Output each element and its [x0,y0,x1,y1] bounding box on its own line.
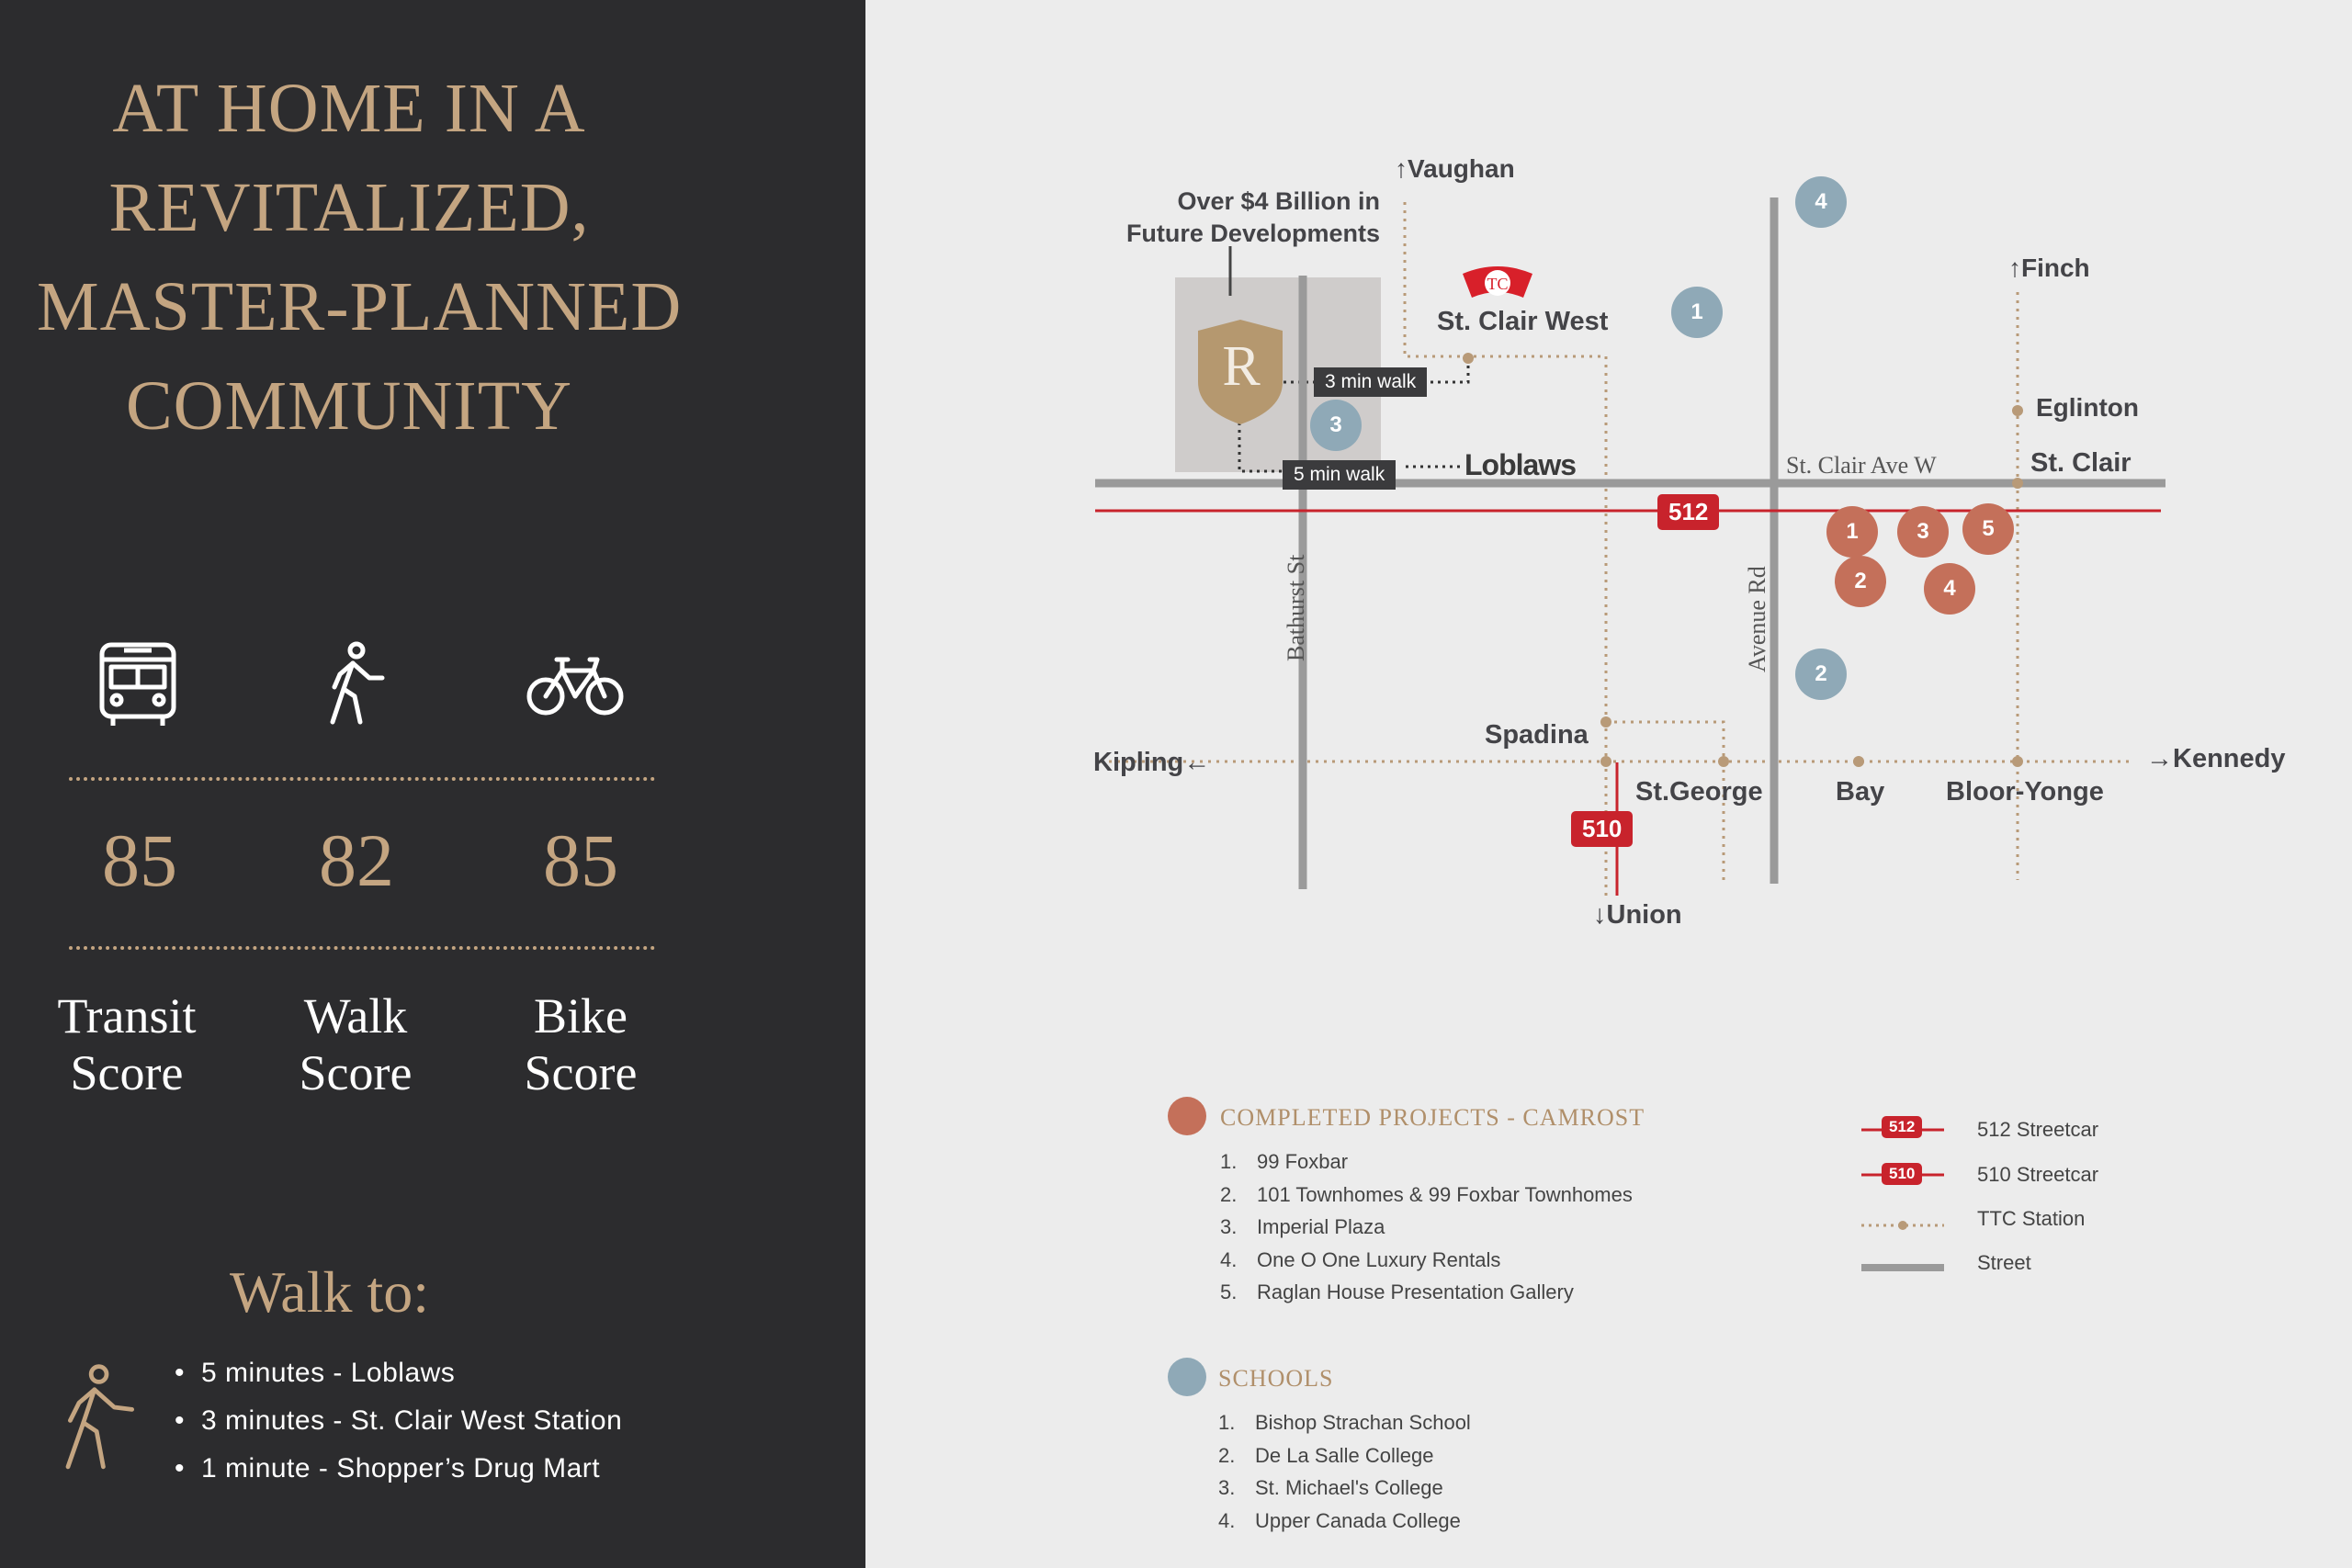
project-legend-item-1 [1220,1150,1348,1174]
station-st-clair: St. Clair [2030,448,2132,478]
key-label-street: Street [1977,1251,2031,1274]
schools-legend-title: SCHOOLS [1218,1365,1334,1392]
street-label-bathurst: Bathurst St [1283,554,1309,661]
map-panel [865,0,2352,1568]
school-legend-item-1 [1218,1411,1471,1435]
station-bloor-yonge: Bloor-Yonge [1946,777,2104,807]
school-legend-num: 2. [1218,1444,1236,1467]
direction-union-label: Union [1606,900,1682,930]
project-legend-item-4 [1220,1248,1500,1272]
walking-person-icon-gold [57,1363,145,1473]
project-marker-3[interactable]: 3 [1897,506,1949,558]
loblaws-logo: Loblaws [1464,448,1577,481]
key-label-510: 510 Streetcar [1977,1163,2099,1186]
walk-to-item-3: • 1 minute - Shopper’s Drug Mart [175,1453,600,1484]
key-510-badge: 510 [1882,1163,1922,1185]
school-legend-num: 1. [1218,1411,1236,1434]
project-legend-num: 5. [1220,1280,1238,1303]
project-legend-item-5 [1220,1280,1574,1304]
project-marker-1[interactable]: 1 [1826,506,1878,558]
transit-label-line1: Transit [57,988,197,1043]
direction-kipling-label: Kipling [1093,748,1184,777]
development-note-line2: Future Developments [1125,220,1380,247]
station-spadina: Spadina [1485,720,1589,750]
school-legend-num: 4. [1218,1509,1236,1532]
street-label-st-clair-ave: St. Clair Ave W [1786,452,1937,479]
direction-finch-label: Finch [2021,254,2090,282]
bike-label-line1: Bike [534,988,628,1043]
divider-top [69,777,655,781]
transit-score-label [26,987,228,1101]
site-logo-letter: R [1222,335,1261,398]
project-marker-4[interactable]: 4 [1924,563,1975,615]
station-eglinton: Eglinton [2036,393,2139,422]
school-marker-3[interactable]: 3 [1310,400,1362,451]
project-legend-name: 99 Foxbar [1257,1150,1349,1173]
project-legend-name: Raglan House Presentation Gallery [1257,1280,1574,1303]
station-walk-tag: 3 min walk [1314,367,1427,397]
direction-vaughan: ↑Vaughan [1395,154,1515,183]
street-label-avenue-rd: Avenue Rd [1744,566,1770,672]
schools-legend-dot [1168,1358,1206,1396]
title-line-4: COMMUNITY [125,367,573,445]
school-legend-num: 3. [1218,1476,1236,1499]
bike-score-label [480,987,682,1101]
streetcar-510-badge: 510 [1571,811,1633,847]
school-marker-2[interactable]: 2 [1795,649,1847,700]
station-bay: Bay [1836,777,1885,807]
direction-union: ↓Union [1593,900,1682,930]
school-legend-name: Upper Canada College [1255,1509,1461,1532]
walk-to-item-1: • 5 minutes - Loblaws [175,1358,455,1389]
ttc-logo-icon [1461,263,1534,303]
streetcar-512-badge: 512 [1657,494,1719,530]
projects-legend-title: COMPLETED PROJECTS - CAMROST [1220,1104,1645,1131]
development-note-line1: Over $4 Billion in [1177,187,1380,215]
key-label-512: 512 Streetcar [1977,1118,2099,1141]
station-st-george: St.George [1635,777,1763,807]
project-legend-num: 3. [1220,1215,1238,1238]
walk-label-line2: Score [299,1045,413,1100]
project-legend-item-2 [1220,1183,1633,1207]
transit-score-value: 85 [102,818,177,902]
bicycle-icon [526,652,625,718]
direction-finch: ↑Finch [2008,254,2090,282]
title-line-3: MASTER-PLANNED [37,268,683,345]
key-label-ttc: TTC Station [1977,1207,2086,1230]
project-legend-item-3 [1220,1215,1385,1239]
bike-score-value: 85 [543,818,618,902]
direction-kipling: Kipling← [1093,748,1211,777]
school-legend-item-4 [1218,1509,1461,1533]
walk-to-item-2: • 3 minutes - St. Clair West Station [175,1405,622,1437]
bus-icon [96,641,179,729]
project-legend-name: Imperial Plaza [1257,1215,1385,1238]
direction-kennedy-label: Kennedy [2173,744,2286,773]
loblaws-walk-tag: 5 min walk [1283,460,1396,490]
svg-text:TC: TC [1487,275,1509,293]
project-legend-num: 4. [1220,1248,1238,1271]
map-lines [865,0,2352,1568]
station-dots [1463,353,2023,767]
school-legend-name: Bishop Strachan School [1255,1411,1471,1434]
project-legend-num: 1. [1220,1150,1238,1173]
transit-label-line2: Score [70,1045,184,1100]
key-512-badge: 512 [1882,1116,1922,1138]
school-legend-name: De La Salle College [1255,1444,1434,1467]
walk-to-title: Walk to: [230,1259,430,1325]
walking-person-icon [322,641,395,729]
page-title [37,59,683,456]
project-marker-2[interactable]: 2 [1835,556,1886,607]
walk-score-value: 82 [319,818,394,902]
title-line-2: REVITALIZED, [108,169,590,246]
project-marker-5[interactable]: 5 [1962,503,2014,555]
project-legend-name: 101 Townhomes & 99 Foxbar Townhomes [1257,1183,1633,1206]
walk-label-line1: Walk [303,988,408,1043]
bike-label-line2: Score [524,1045,638,1100]
school-marker-4[interactable]: 4 [1795,176,1847,228]
title-line-1: AT HOME IN A [112,70,586,147]
walk-score-label [254,987,457,1101]
school-legend-item-2 [1218,1444,1433,1468]
direction-kennedy: →Kennedy [2146,744,2286,773]
project-legend-num: 2. [1220,1183,1238,1206]
station-st-clair-west: St. Clair West [1437,307,1609,336]
info-panel [0,0,865,1568]
project-legend-name: One O One Luxury Rentals [1257,1248,1501,1271]
direction-vaughan-label: Vaughan [1408,154,1515,183]
school-marker-1[interactable]: 1 [1671,287,1723,338]
projects-legend-dot [1168,1097,1206,1135]
development-note [1104,186,1380,250]
school-legend-item-3 [1218,1476,1443,1500]
school-legend-name: St. Michael's College [1255,1476,1443,1499]
divider-bottom [69,946,655,950]
